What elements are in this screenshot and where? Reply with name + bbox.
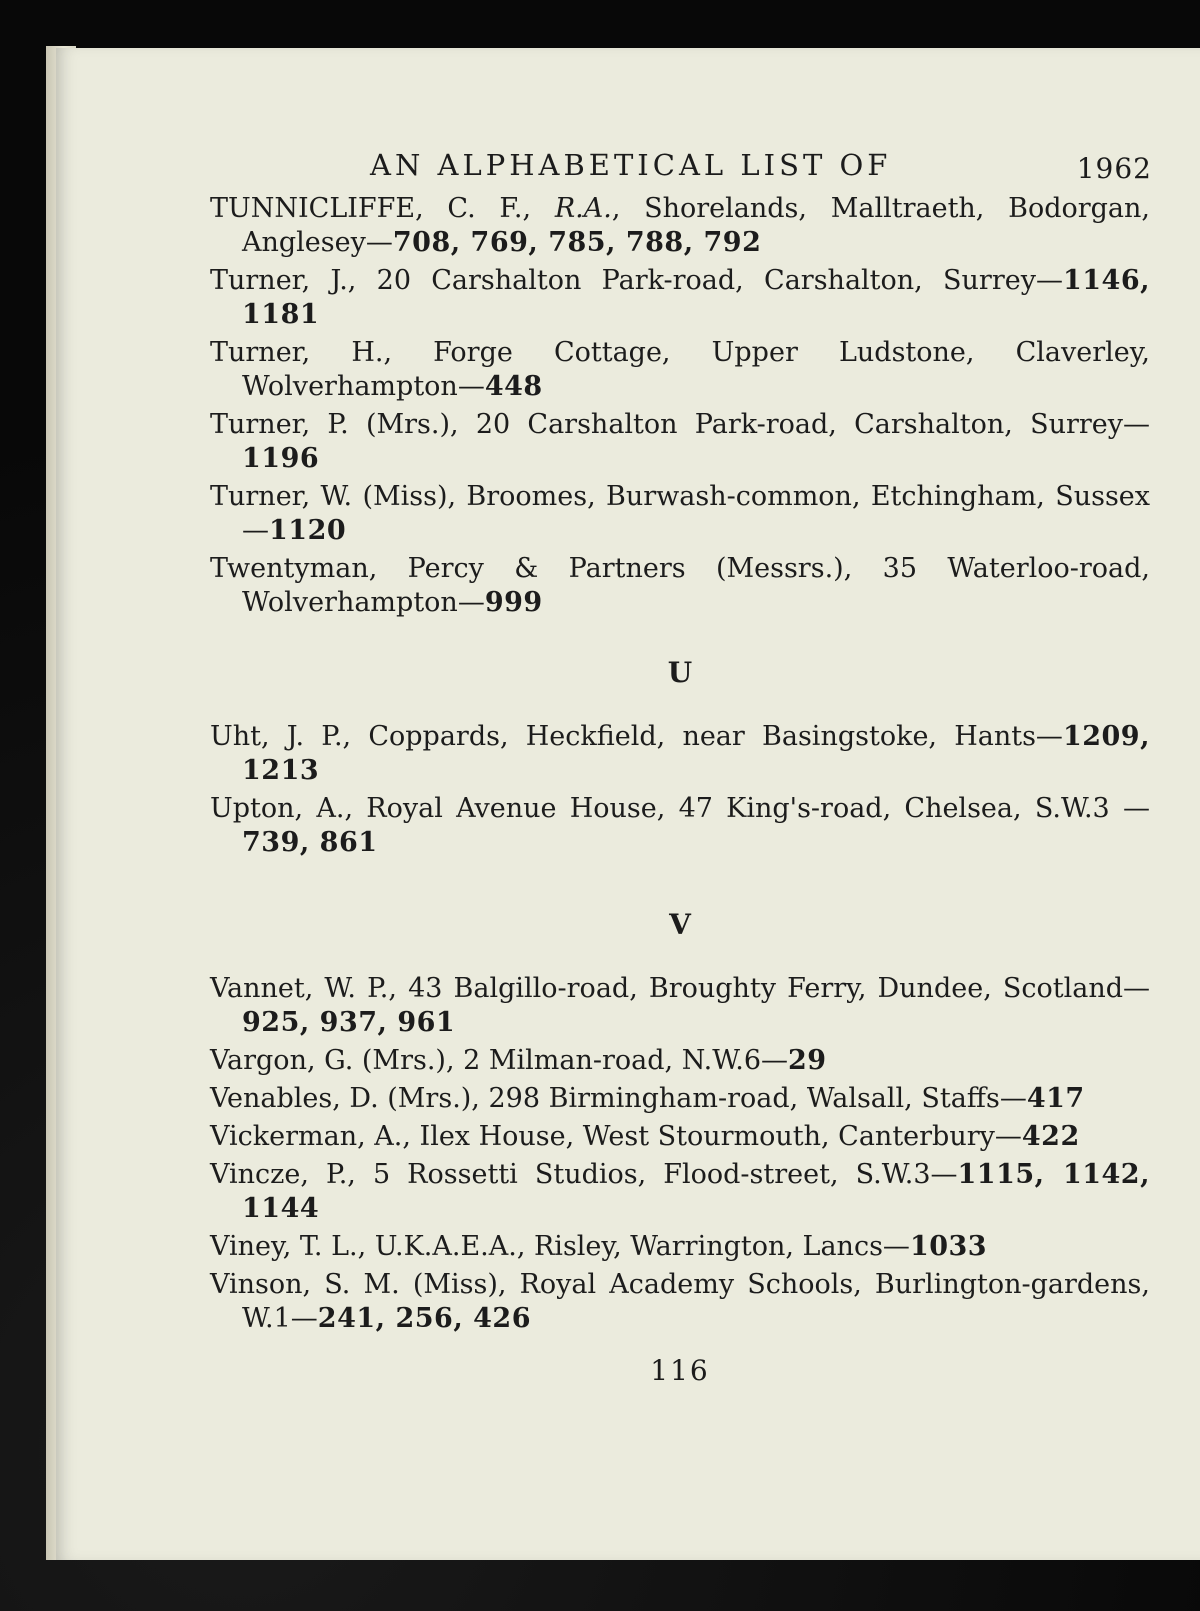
- entry-address: 2 Milman-road, N.W.6—: [463, 1045, 788, 1076]
- entry-address: , Shorelands, Malltraeth, Bodorgan, Anglesey—: [242, 193, 1150, 258]
- entry-address: 20 Carshalton Park-road, Carshalton, Surrey—: [376, 265, 1063, 296]
- entry-name: Vincze, P.,: [210, 1159, 373, 1190]
- list-item: [210, 264, 1150, 332]
- entry-numbers: 448: [484, 371, 543, 402]
- list-item: [210, 792, 1150, 860]
- entry-numbers: 1115, 1142, 1144: [242, 1159, 1150, 1224]
- section-t: [210, 192, 1150, 620]
- entry-name: Venables, D. (Mrs.),: [210, 1083, 489, 1114]
- entry-numbers: 1146, 1181: [242, 265, 1150, 330]
- entry-numbers: 1196: [242, 443, 320, 474]
- entry-name: Turner, H.,: [210, 337, 434, 368]
- list-item: [210, 720, 1150, 788]
- section-u: [210, 720, 1150, 860]
- running-year: 1962: [1076, 152, 1152, 185]
- entry-address: Forge Cottage, Upper Ludstone, Claverley, Wolverhampton—: [242, 337, 1150, 402]
- list-item: [210, 192, 1150, 260]
- entry-name: Vinson, S. M. (Miss),: [210, 1269, 520, 1300]
- entry-name: Turner, J.,: [210, 265, 377, 296]
- running-title: AN ALPHABETICAL LIST OF: [370, 148, 892, 182]
- entry-address: 5 Rossetti Studios, Flood-street, S.W.3—: [372, 1159, 958, 1190]
- entry-numbers: 422: [1021, 1121, 1080, 1152]
- entry-numbers: 241, 256, 426: [317, 1303, 531, 1334]
- list-item: [210, 552, 1150, 620]
- entry-name: Upton, A.,: [210, 793, 367, 824]
- entry-address: Broomes, Burwash-common, Etchingham, Sussex—: [242, 481, 1151, 546]
- list-item: [210, 1230, 1150, 1264]
- section-heading-v: V: [669, 908, 691, 941]
- entry-numbers: 1120: [269, 515, 347, 546]
- entry-address: 298 Birmingham-road, Walsall, Staffs—: [488, 1083, 1027, 1114]
- entry-name: Vargon, G. (Mrs.),: [210, 1045, 464, 1076]
- entry-name: Turner, P. (Mrs.),: [210, 409, 476, 440]
- entry-numbers: 1033: [909, 1231, 988, 1262]
- page-content: [210, 140, 1150, 1387]
- entry-address: 43 Balgillo-road, Broughty Ferry, Dundee, Scotland—: [408, 973, 1150, 1004]
- list-item: [210, 1120, 1150, 1154]
- entry-qualification: R.A.: [554, 193, 612, 224]
- entry-address: U.K.A.E.A., Risley, Warrington, Lancs—: [374, 1231, 910, 1262]
- entry-address: Coppards, Heckfield, near Basingstoke, Hants—: [368, 721, 1063, 752]
- entry-name: Uht, J. P.,: [210, 721, 369, 752]
- entry-name: Vannet, W. P.,: [210, 973, 409, 1004]
- entry-address: Royal Avenue House, 47 King's-road, Chelsea, S.W.3 —: [366, 793, 1150, 824]
- list-item: [210, 1268, 1150, 1336]
- entry-name: Turner, W. (Miss),: [210, 481, 467, 512]
- entry-address: Ilex House, West Stourmouth, Canterbury—: [419, 1121, 1022, 1152]
- list-item: [210, 408, 1150, 476]
- entry-numbers: 417: [1026, 1083, 1085, 1114]
- entry-numbers: 999: [484, 587, 543, 618]
- entry-address: 20 Carshalton Park-road, Carshalton, Surrey—: [475, 409, 1150, 440]
- entry-name: Vickerman, A.,: [210, 1121, 420, 1152]
- entry-numbers: 708, 769, 785, 788, 792: [392, 227, 762, 258]
- entry-numbers: 925, 937, 961: [242, 1007, 456, 1038]
- entry-numbers: 1209, 1213: [242, 721, 1150, 786]
- list-item: [210, 1158, 1150, 1226]
- page-number: 116: [650, 1354, 710, 1387]
- list-item: [210, 1044, 1150, 1078]
- entry-name: TUNNICLIFFE, C. F.,: [210, 193, 555, 224]
- entry-address: Royal Academy Schools, Burlington-gardens, W.1—: [242, 1269, 1150, 1334]
- entry-numbers: 29: [788, 1045, 827, 1076]
- list-item: [210, 336, 1150, 404]
- section-v: [210, 972, 1150, 1336]
- entry-address: 35 Waterloo-road, Wolverhampton—: [242, 553, 1150, 618]
- entry-numbers: 739, 861: [242, 827, 378, 858]
- entry-name: Viney, T. L.,: [210, 1231, 375, 1262]
- list-item: [210, 972, 1150, 1040]
- running-head: [210, 140, 1150, 188]
- entry-name: Twentyman, Percy & Partners (Messrs.),: [210, 553, 883, 584]
- list-item: [210, 1082, 1150, 1116]
- list-item: [210, 480, 1150, 548]
- section-heading-u: U: [667, 656, 693, 689]
